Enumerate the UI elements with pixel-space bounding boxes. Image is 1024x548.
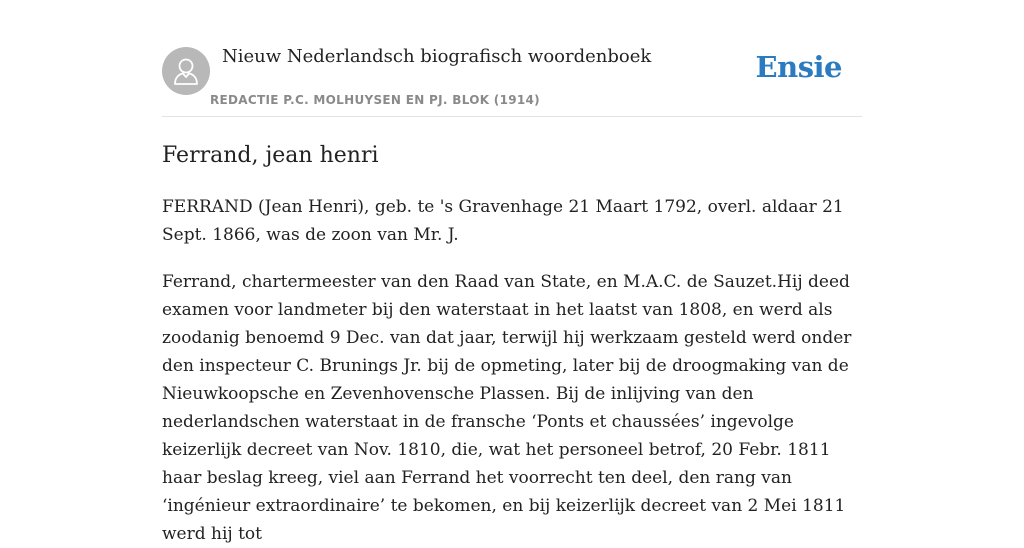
book-editors: REDACTIE P.C. MOLHUYSEN EN PJ. BLOK (1914) [210, 93, 540, 107]
header [162, 0, 862, 117]
user-icon [172, 56, 200, 86]
avatar[interactable] [162, 47, 210, 95]
book-title[interactable]: Nieuw Nederlandsch biografisch woordenboek [222, 46, 652, 67]
article-container [162, 0, 862, 548]
article-paragraph: Ferrand, chartermeester van den Raad van State, en M.A.C. de Sauzet.Hij deed examen voor landmeter bij den waterstaat in het laatst van 1808, en werd als zoodanig benoemd 9 Dec. van dat jaar, terwijl hij werkzaam gesteld werd onder den inspecteur C. Brunings Jr. bij de opmeting, later bij de droogmaking van de Nieuwkoopsche en Zevenhovensche Plassen. Bij de inlijving van den nederlandschen waterstaat in de fransche ‘Ponts et chaussées’ ingevolge keizerlijk decreet van Nov. 1810, die, wat het personeel betrof, 20 Febr. 1811 haar beslag kreeg, viel aan Ferrand het voorrecht ten deel, den rang van ‘ingénieur extraordinaire’ te bekomen, en bij keizerlijk decreet van 2 Mei 1811 werd hij tot [162, 272, 852, 544]
page-title: Ferrand, jean henri [162, 143, 379, 168]
article-paragraph: FERRAND (Jean Henri), geb. te 's Gravenhage 21 Maart 1792, overl. aldaar 21 Sept. 1866, was de zoon van Mr. J. [162, 197, 844, 245]
ensie-logo[interactable]: Ensie [755, 50, 842, 84]
